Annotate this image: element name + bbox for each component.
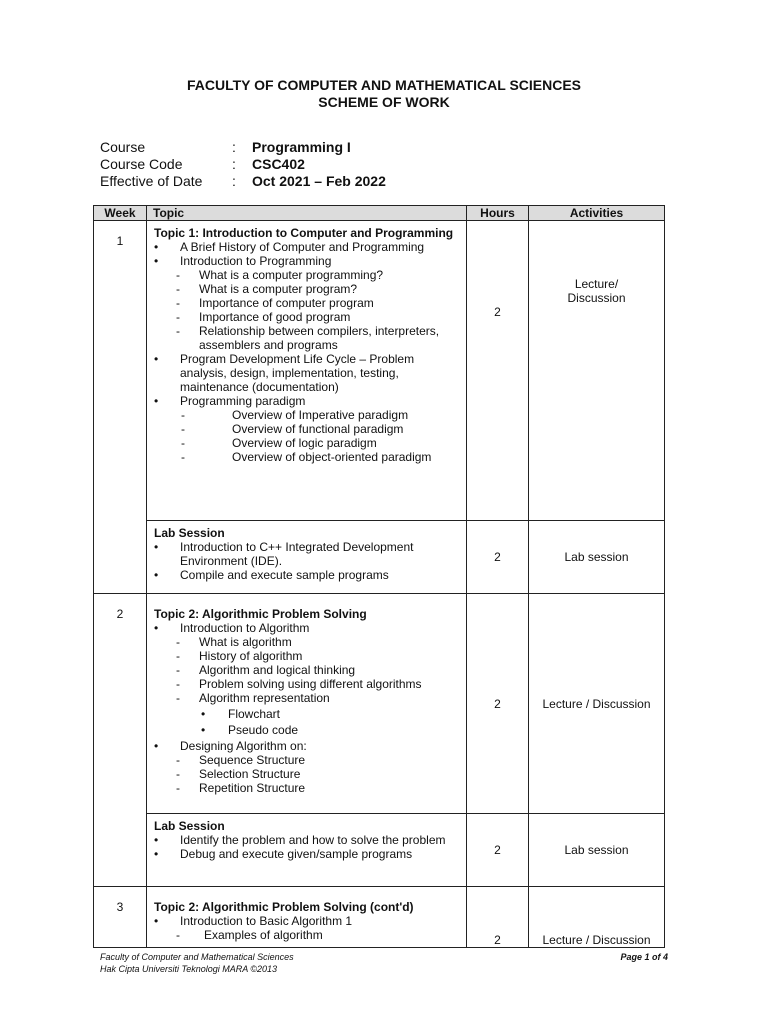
list-item: • A Brief History of Computer and Programming — [154, 240, 460, 254]
activity-value: Lecture/ Discussion — [567, 277, 626, 305]
page-footer — [100, 951, 668, 975]
course-code-row — [100, 155, 386, 172]
header-activities: Activities — [529, 206, 665, 221]
activity-cell: Lab session — [529, 521, 665, 594]
lab-session-title: Lab Session — [154, 526, 225, 540]
list-item: • Programming paradigm — [154, 394, 460, 408]
header-week: Week — [94, 206, 147, 221]
document-title — [0, 77, 768, 111]
activity-cell: Lecture / Discussion — [529, 594, 665, 814]
title-line-1: FACULTY OF COMPUTER AND MATHEMATICAL SCIENCES — [186, 77, 582, 93]
list-item: - Repetition Structure — [154, 781, 460, 795]
list-item: - What is a computer program? — [154, 282, 460, 296]
list-item: - Overview of Imperative paradigm — [154, 408, 460, 422]
list-item: - Problem solving using different algorithms — [154, 677, 460, 691]
course-row — [100, 138, 386, 155]
hours-cell: 2 — [467, 814, 529, 887]
list-item: - Overview of functional paradigm — [154, 422, 460, 436]
hours-value: 2 — [494, 305, 501, 319]
list-item: - What is algorithm — [154, 635, 460, 649]
list-item: • Introduction to Algorithm — [154, 621, 460, 635]
table-row — [94, 887, 665, 948]
list-item: • Introduction to C++ Integrated Development Environment (IDE). — [154, 540, 460, 568]
topic-title: Topic 2: Algorithmic Problem Solving (cont'd) — [154, 900, 414, 914]
week-number: 2 — [94, 594, 147, 887]
week-number: 3 — [94, 887, 147, 948]
colon: : — [232, 172, 236, 189]
topic-title: Topic 2: Algorithmic Problem Solving — [154, 607, 367, 621]
list-item: • Program Development Life Cycle – Problem analysis, design, implementation, testing, maintenance (documentation) — [154, 352, 460, 394]
scheme-of-work-table — [93, 205, 665, 948]
course-label: Course — [100, 138, 146, 155]
list-item: • Identify the problem and how to solve the problem — [154, 833, 460, 847]
table-row — [94, 594, 665, 814]
hours-value: 2 — [494, 933, 501, 947]
list-item: - Sequence Structure — [154, 753, 460, 767]
topic-cell — [147, 887, 467, 948]
list-item: - Relationship between compilers, interpreters, assemblers and programs — [154, 324, 460, 352]
topic-cell — [147, 221, 467, 521]
footer-copyright: Hak Cipta Universiti Teknologi MARA ©2013 — [100, 964, 278, 974]
list-item: - Importance of good program — [154, 310, 460, 324]
table-row — [94, 814, 665, 887]
week-number: 1 — [94, 221, 147, 594]
list-item: - Overview of object-oriented paradigm — [154, 450, 460, 464]
list-item: • Compile and execute sample programs — [154, 568, 460, 582]
hours-cell: 2 — [467, 594, 529, 814]
list-item: - Algorithm representation — [154, 691, 460, 705]
title-line-2: SCHEME OF WORK — [318, 94, 450, 110]
list-item: • Introduction to Basic Algorithm 1 — [154, 914, 460, 928]
table-header-row — [94, 206, 665, 221]
course-code-value: CSC402 — [252, 155, 305, 172]
list-item: - What is a computer programming? — [154, 268, 460, 282]
activity-value: Lecture / Discussion — [542, 933, 651, 947]
course-info — [100, 138, 386, 189]
topic-cell — [147, 594, 467, 814]
table-row — [94, 521, 665, 594]
effective-date-label: Effective of Date — [100, 172, 203, 189]
lab-session-title: Lab Session — [154, 819, 225, 833]
colon: : — [232, 138, 236, 155]
course-code-label: Course Code — [100, 155, 183, 172]
list-item: - Examples of algorithm — [154, 928, 460, 942]
header-hours: Hours — [467, 206, 529, 221]
list-item: - Overview of logic paradigm — [154, 436, 460, 450]
effective-date-value: Oct 2021 – Feb 2022 — [252, 172, 386, 189]
table-row — [94, 221, 665, 521]
activity-cell: Lab session — [529, 814, 665, 887]
topic-title: Topic 1: Introduction to Computer and Programming — [154, 226, 454, 240]
list-item: - History of algorithm — [154, 649, 460, 663]
list-item: • Flowchart — [154, 707, 460, 721]
colon: : — [232, 155, 236, 172]
list-item: • Designing Algorithm on: — [154, 739, 460, 753]
effective-date-row — [100, 172, 386, 189]
header-topic: Topic — [147, 206, 467, 221]
list-item: • Debug and execute given/sample programs — [154, 847, 460, 861]
list-item: - Selection Structure — [154, 767, 460, 781]
hours-cell — [467, 221, 529, 521]
activity-cell — [529, 221, 665, 521]
lab-session-cell — [147, 814, 467, 887]
list-item: • Introduction to Programming — [154, 254, 460, 268]
hours-cell — [467, 887, 529, 948]
list-item: • Pseudo code — [154, 723, 460, 737]
activity-cell — [529, 887, 665, 948]
course-value: Programming I — [252, 138, 351, 155]
hours-cell: 2 — [467, 521, 529, 594]
page-number: Page 1 of 4 — [620, 952, 668, 962]
lab-session-cell — [147, 521, 467, 594]
footer-faculty: Faculty of Computer and Mathematical Sciences — [100, 952, 294, 962]
list-item: - Algorithm and logical thinking — [154, 663, 460, 677]
list-item: - Importance of computer program — [154, 296, 460, 310]
